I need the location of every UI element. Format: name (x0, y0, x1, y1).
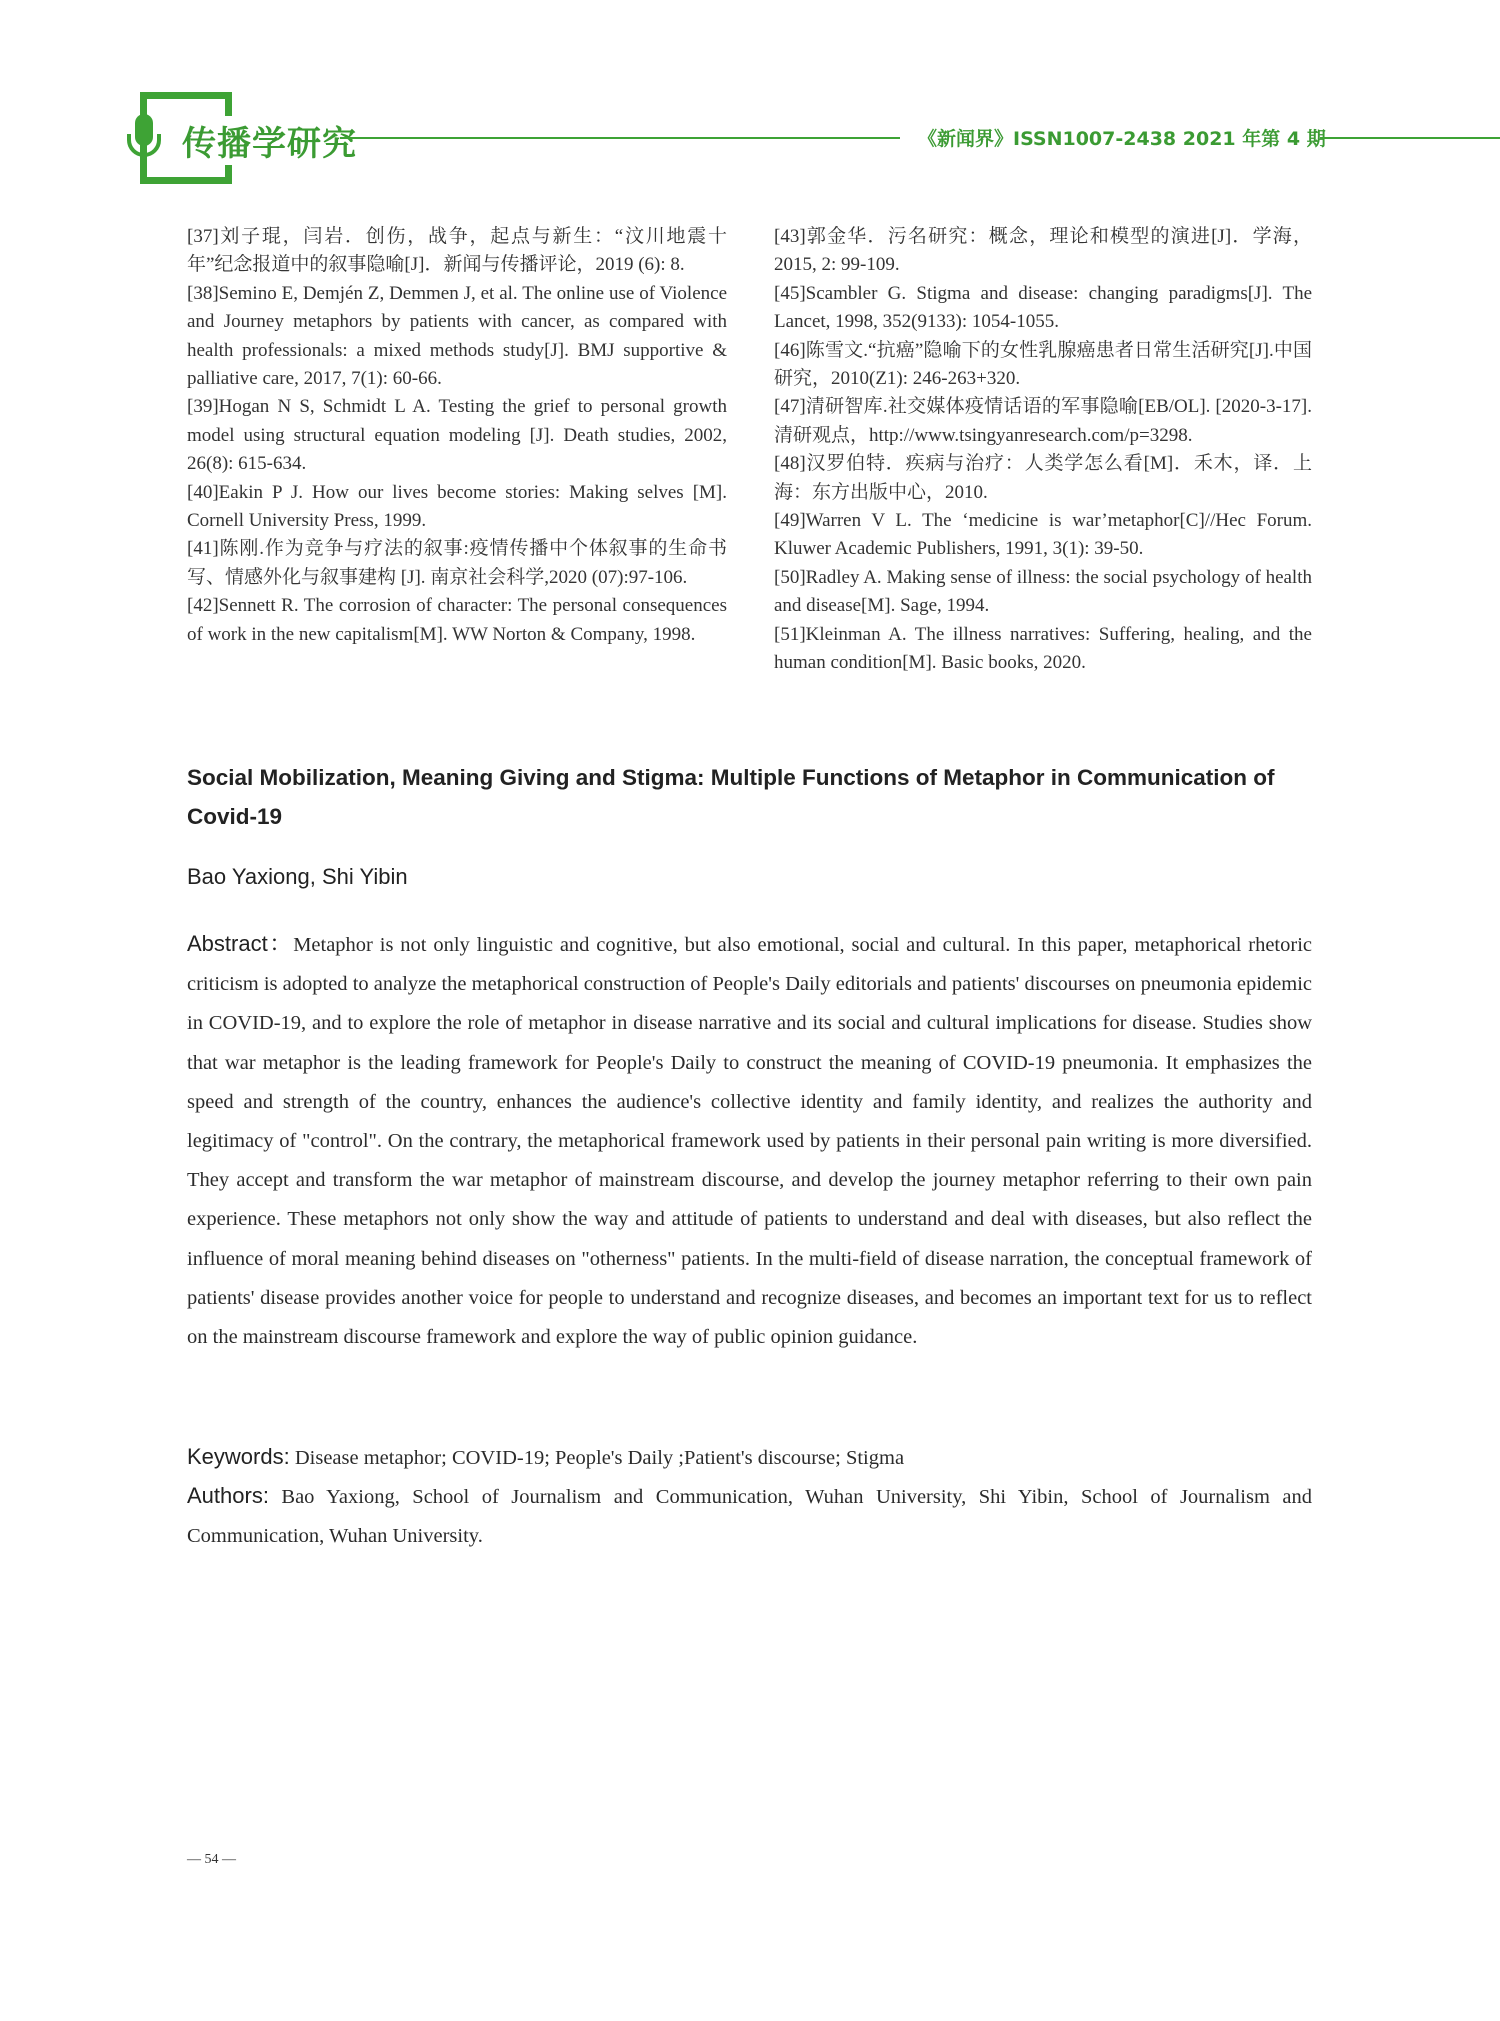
reference-item: [46]陈雪文.“抗癌”隐喻下的女性乳腺癌患者日常生活研究[J].中国研究，2010(Z1): 246-263+320. (774, 339, 1312, 390)
microphone-icon (125, 112, 163, 167)
reference-item: [38]Semino E, Demjén Z, Demmen J, et al. The online use of Violence and Journey metaphors by patients with cancer, as compared with health professionals: a mixed methods study[J]. BMJ supportive & palliative care, 2017, 7(1): 60-66. (187, 282, 727, 390)
abstract-label: Abstract： (187, 931, 294, 956)
header-rule-right (1320, 137, 1500, 139)
reference-item: [41]陈刚.作为竞争与疗法的叙事:疫情传播中个体叙事的生命书写、情感外化与叙事建构 [J]. 南京社会科学,2020 (07):97-106. (187, 538, 727, 588)
paper-authors: Bao Yaxiong, Shi Yibin (187, 864, 408, 889)
reference-item: [39]Hogan N S, Schmidt L A. Testing the grief to personal growth model using structural equation modeling [J]. Death studies, 2002, 26(8): 615-634. (187, 396, 727, 475)
reference-item: [48]汉罗伯特．疾病与治疗：人类学怎么看[M]．禾木，译．上海：东方出版中心，2010. (774, 453, 1312, 503)
authors-text: Bao Yaxiong, School of Journalism and Communication, Wuhan University, Shi Yibin, School of Journalism and Communication, Wuhan University. (187, 1486, 1312, 1547)
journal-info: 《新闻界》ISSN1007-2438 2021 年第 4 期 (918, 128, 1326, 150)
keywords-label: Keywords: (187, 1444, 290, 1469)
header-rule-left (340, 137, 900, 139)
reference-item: [47]清研智库.社交媒体疫情话语的军事隐喻[EB/OL]. [2020-3-17].清研观点，http://www.tsingyanresearch.com/p=3298. (774, 396, 1312, 446)
reference-item: [43]郭金华．污名研究：概念，理论和模型的演进[J]．学海，2015, 2: 99-109. (774, 226, 1312, 276)
references-right-column (774, 223, 1312, 678)
paper-title: Social Mobilization, Meaning Giving and Stigma: Multiple Functions of Metaphor in Communication of Covid-19 (187, 765, 1275, 829)
authors-affiliation (187, 1476, 1312, 1556)
reference-item: [49]Warren V L. The ‘medicine is war’metaphor[C]//Hec Forum. Kluwer Academic Publishers, 1991, 3(1): 39-50. (774, 510, 1312, 560)
page-number: — 54 — (187, 1852, 236, 1867)
abstract-paragraph (187, 924, 1312, 1357)
reference-item: [50]Radley A. Making sense of illness: the social psychology of health and disease[M]. Sage, 1994. (774, 566, 1312, 617)
section-title: 传播学研究 (180, 116, 363, 165)
reference-item: [42]Sennett R. The corrosion of character: The personal consequences of work in the new capitalism[M]. WW Norton & Company, 1998. (187, 595, 727, 645)
authors-label: Authors: (187, 1483, 269, 1508)
reference-item: [37]刘子琨，闫岩．创伤，战争，起点与新生：“汶川地震十年”纪念报道中的叙事隐喻[J]．新闻与传播评论，2019 (6): 8. (187, 226, 727, 276)
abstract-text: Metaphor is not only linguistic and cognitive, but also emotional, social and cultural. In this paper, metaphorical rhetoric criticism is adopted to analyze the metaphorical construction of People's Daily editorials and patients' discourses on pneumonia epidemic in COVID-19, and to explore the role of metaphor in disease narrative and its social and cultural implications for disease. Studies show that war metaphor is the leading framework for People's Daily to construct the meaning of COVID-19 pneumonia. It emphasizes the speed and strength of the country, enhances the audience's collective identity and family identity, and realizes the authority and legitimacy of "control". On the contrary, the metaphorical framework used by patients in their personal pain writing is more diversified. They accept and transform the war metaphor of mainstream discourse, and develop the journey metaphor referring to their own pain experience. These metaphors not only show the way and attitude of patients to understand and deal with diseases, but also reflect the influence of moral meaning behind diseases on "otherness" patients. In the multi-field of disease narration, the conceptual framework of patients' disease provides another voice for people to understand and recognize diseases, and becomes an important text for us to reflect on the mainstream discourse framework and explore the way of public opinion guidance. (187, 934, 1312, 1349)
reference-item: [45]Scambler G. Stigma and disease: changing paradigms[J]. The Lancet, 1998, 352(9133): 1054-1055. (774, 282, 1312, 333)
keywords-line (187, 1437, 1312, 1478)
reference-item: [51]Kleinman A. The illness narratives: Suffering, healing, and the human condition[M]. Basic books, 2020. (774, 623, 1312, 674)
keywords-text: Disease metaphor; COVID-19; People's Daily ;Patient's discourse; Stigma (289, 1447, 905, 1469)
references-left-column (187, 223, 727, 649)
reference-item: [40]Eakin P J. How our lives become stories: Making selves [M]. Cornell University Press, 1999. (187, 481, 727, 532)
